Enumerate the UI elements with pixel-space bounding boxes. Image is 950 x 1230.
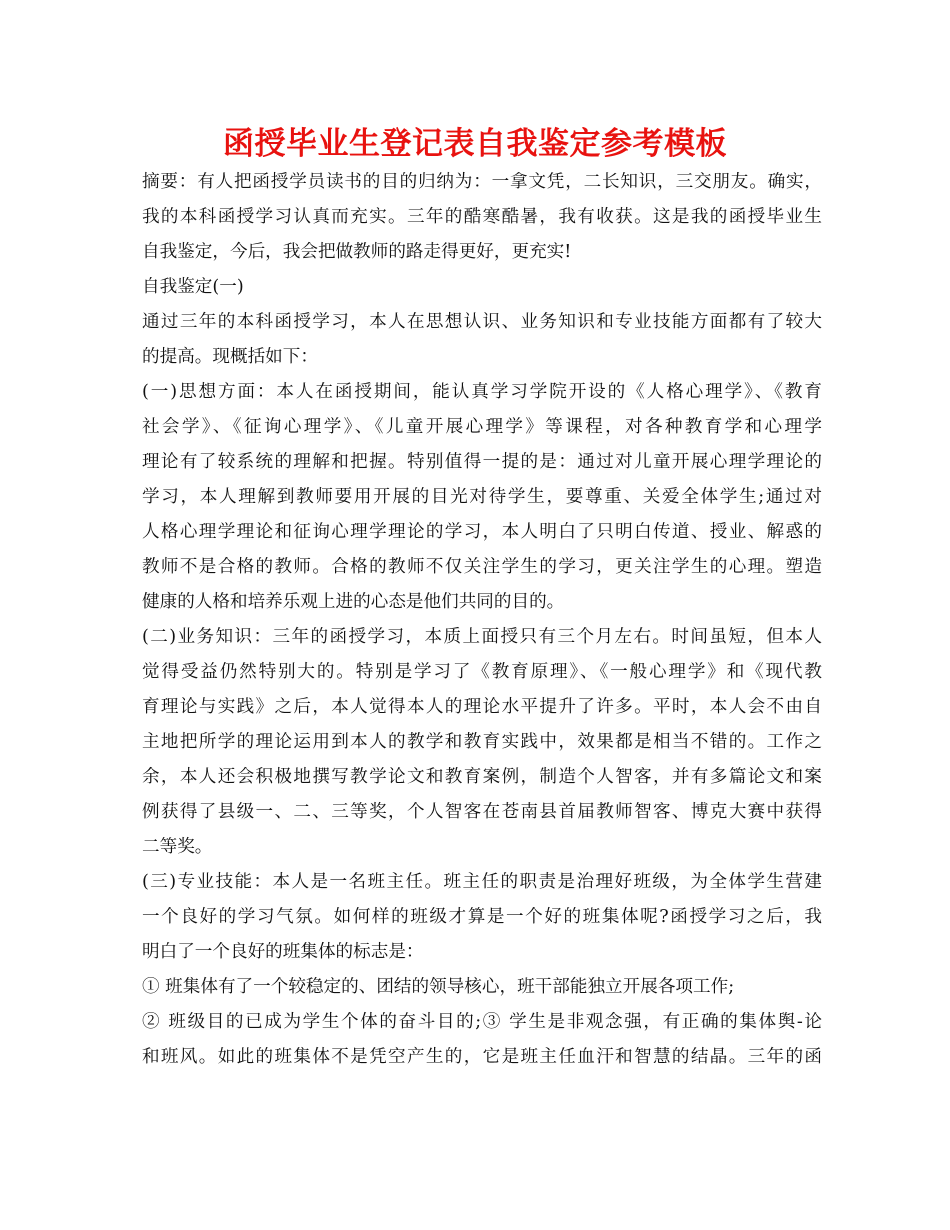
- text-line: (三)专业技能：本人是一名班主任。班主任的职责是治理好班级，为全体学生营建: [142, 872, 822, 892]
- text-line: (一)思想方面：本人在函授期间，能认真学习学院开设的《人格心理学》、《教育: [142, 382, 822, 402]
- list-item: ① 班集体有了一个较稳定的、团结的领导核心，班干部能独立开展各项工作;: [142, 977, 735, 997]
- text-line: 通过三年的本科函授学习，本人在思想认识、业务知识和专业技能方面都有了较大: [142, 312, 822, 332]
- text-line: 人格心理学理论和征询心理学理论的学习，本人明白了只明白传道、授业、解惑的: [142, 522, 822, 542]
- text-line: 明白了一个良好的班集体的标志是：: [142, 942, 424, 962]
- text-line: 余，本人还会积极地撰写教学论文和教育案例，制造个人智客，并有多篇论文和案: [142, 767, 822, 787]
- text-line: 例获得了县级一、二、三等奖，个人智客在苍南县首届教师智客、博克大赛中获得: [142, 802, 822, 822]
- text-line: 自我鉴定，今后，我会把做教师的路走得更好，更充实!: [142, 242, 572, 262]
- text-line: 摘要：有人把函授学员读书的目的归纳为：一拿文凭，二长知识，三交朋友。确实，: [142, 172, 822, 192]
- text-line: 觉得受益仍然特别大的。特别是学习了《教育原理》、《一般心理学》和《现代教: [142, 662, 822, 682]
- list-item: ② 班级目的已成为学生个体的奋斗目的;③ 学生是非观念强，有正确的集体舆-论: [142, 1012, 822, 1032]
- text-line: 教师不是合格的教师。合格的教师不仅关注学生的学习，更关注学生的心理。塑造: [142, 557, 822, 577]
- text-line: 我的本科函授学习认真而充实。三年的酷寒酷暑，我有收获。这是我的函授毕业生: [142, 207, 822, 227]
- text-line: 理论有了较系统的理解和把握。特别值得一提的是：通过对儿童开展心理学理论的: [142, 452, 822, 472]
- text-line: 的提高。现概括如下：: [142, 347, 318, 367]
- section-heading: 自我鉴定(一): [142, 277, 244, 297]
- text-line: 主地把所学的理论运用到本人的教学和教育实践中，效果都是相当不错的。工作之: [142, 732, 822, 752]
- page-title: 函授毕业生登记表自我鉴定参考模板: [223, 126, 727, 162]
- text-line: 一个良好的学习气氛。如何样的班级才算是一个好的班集体呢?函授学习之后，我: [142, 907, 822, 927]
- text-line: 和班风。如此的班集体不是凭空产生的，它是班主任血汗和智慧的结晶。三年的函: [142, 1047, 822, 1067]
- text-line: (二)业务知识：三年的函授学习，本质上面授只有三个月左右。时间虽短，但本人: [142, 627, 822, 647]
- text-line: 育理论与实践》之后，本人觉得本人的理论水平提升了许多。平时，本人会不由自: [142, 697, 822, 717]
- text-line: 健康的人格和培养乐观上进的心态是他们共同的目的。: [142, 592, 565, 612]
- text-line: 社会学》、《征询心理学》、《儿童开展心理学》等课程，对各种教育学和心理学: [142, 417, 822, 437]
- text-line: 二等奖。: [142, 837, 213, 857]
- text-line: 学习，本人理解到教师要用开展的目光对待学生，要尊重、关爱全体学生;通过对: [142, 487, 822, 507]
